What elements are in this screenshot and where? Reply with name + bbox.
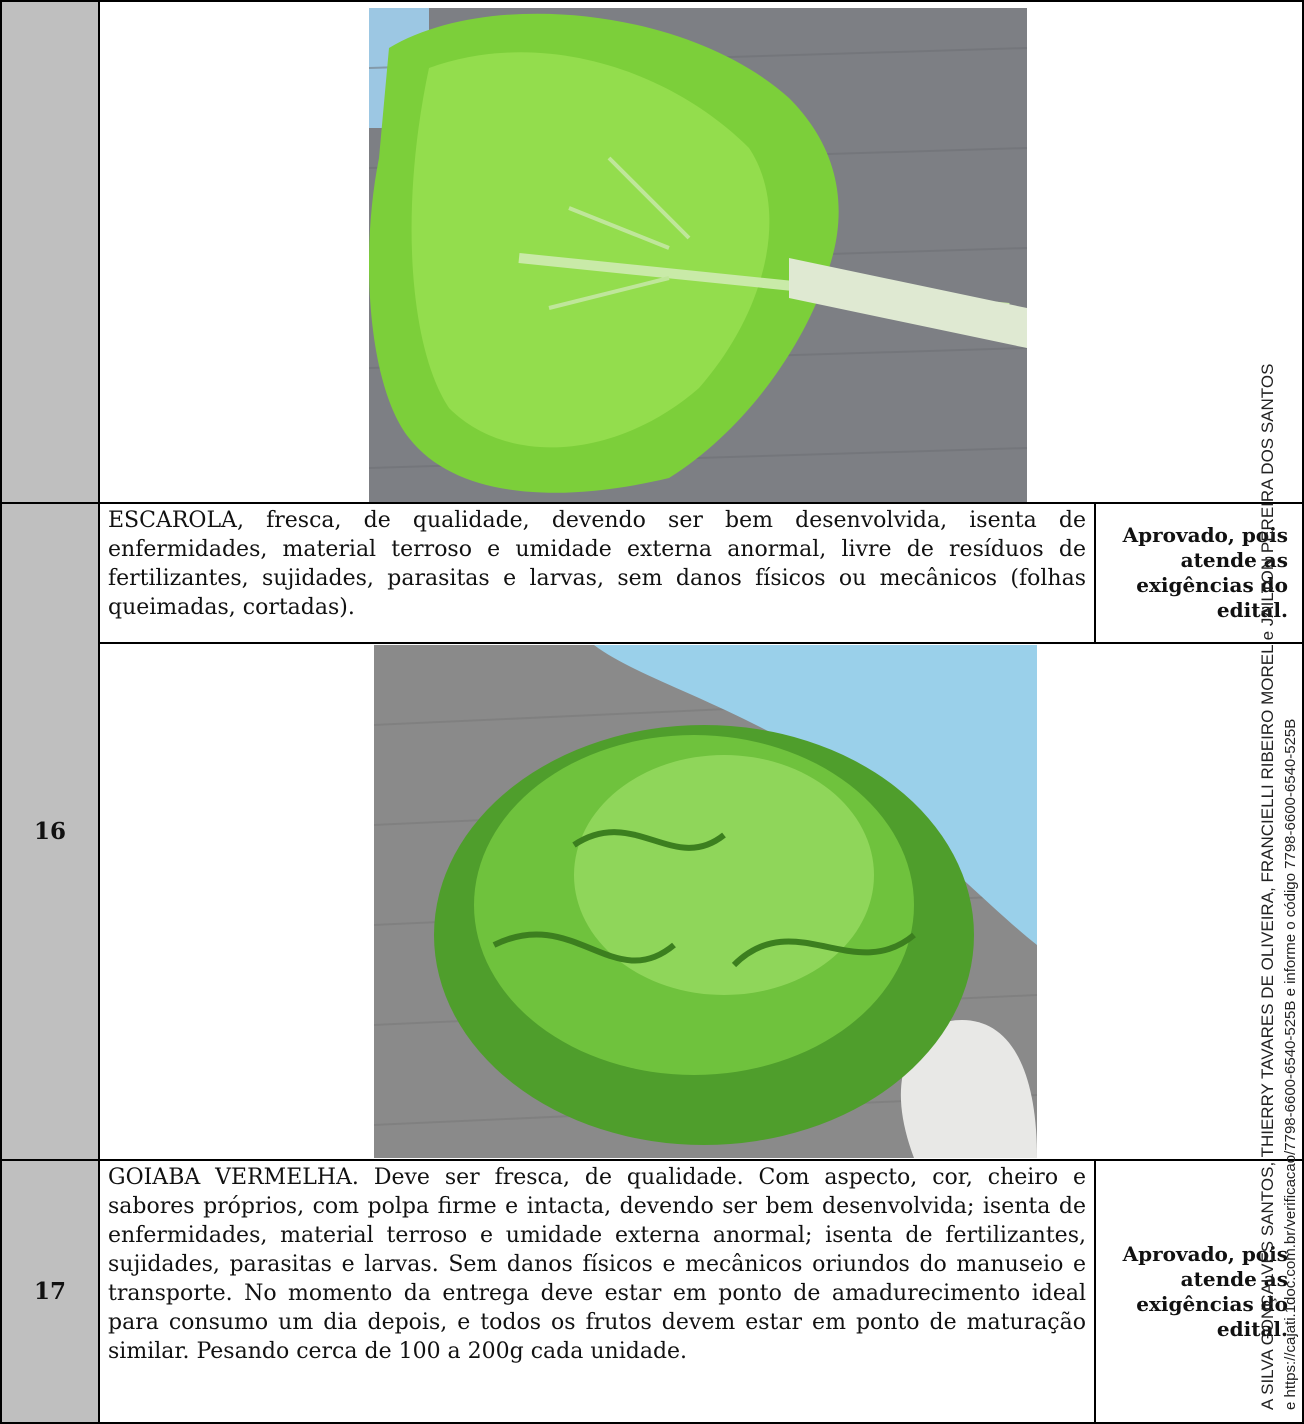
verification-watermark: e https://cajati.1doc.com.br/verificacao/7798-6600-6540-525B e informe o código 7798-6600-6540-525B bbox=[1282, 718, 1299, 1410]
row-number-text: 17 bbox=[33, 1278, 66, 1305]
status-line: edital. bbox=[1216, 1316, 1288, 1341]
photo-green-leaf-bundle bbox=[369, 8, 1027, 502]
description-text: GOIABA VERMELHA. Deve ser fresca, de qualidade. Com aspecto, cor, cheiro e sabores próprios, com polpa firme e intacta, devendo ser bem desenvolvida; isenta de enfermidades, material terroso e umidade externa anormal; isenta de fertilizantes, sujidades, parasitas e larvas. Sem danos físicos e mecânicos oriundos do manuseio e transporte. No momento da entrega deve estar em ponto de amadurecimento ideal para consumo um dia depois, e todos os frutos devem estar em ponto de maturação similar. Pesando cerca de 100 a 200g cada unidade. bbox=[108, 1165, 1086, 1364]
status-line: Aprovado, pois bbox=[1122, 523, 1288, 547]
status-line: Aprovado, pois bbox=[1122, 1241, 1288, 1266]
status-line: atende as bbox=[1180, 1266, 1288, 1291]
item-description-goiaba bbox=[98, 1159, 1096, 1424]
row-number-16 bbox=[0, 502, 100, 1161]
row-number-text: 16 bbox=[33, 818, 66, 845]
description-text: ESCAROLA, fresca, de qualidade, devendo ser bem desenvolvida, isenta de enfermidades, material terroso e umidade externa anormal, livre de resíduos de fertilizantes, sujidades, parasitas e larvas, sem danos físicos ou mecânicos (folhas queimadas, cortadas). bbox=[108, 508, 1086, 620]
status-line: atende as bbox=[1180, 548, 1288, 572]
status-line: exigências do bbox=[1136, 1291, 1288, 1316]
signature-watermark: A SILVA GONÇALVES SANTOS, THIERRY TAVARES DE OLIVEIRA, FRANCIELLI RIBEIRO MOREL e JAILTON PEREIRA DOS SANTOS bbox=[1258, 363, 1277, 1410]
row-number-17 bbox=[0, 1159, 100, 1424]
status-line: exigências do bbox=[1136, 573, 1288, 597]
item-description-escarola bbox=[98, 502, 1096, 644]
status-line: edital. bbox=[1216, 598, 1288, 622]
photo-escarole-head bbox=[374, 645, 1037, 1158]
row-number-cell-continuation bbox=[0, 0, 100, 504]
